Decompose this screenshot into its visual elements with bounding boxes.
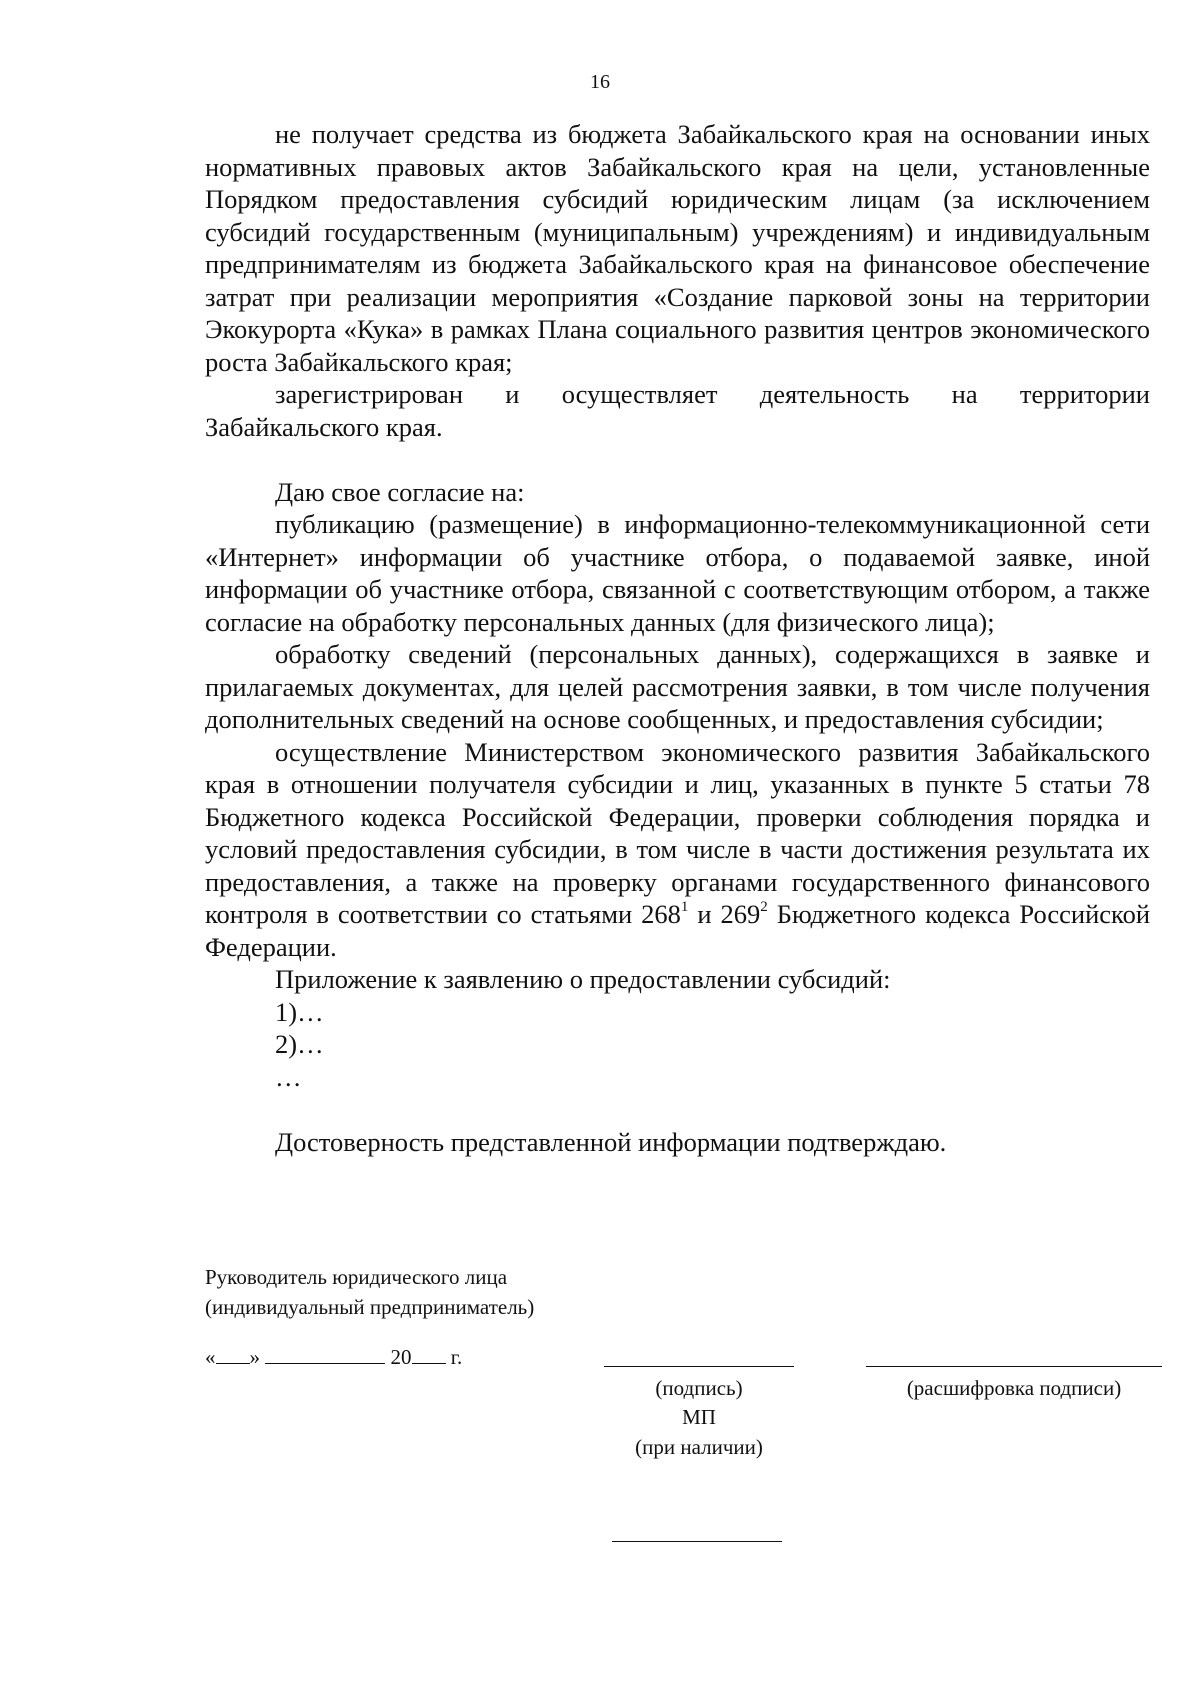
inspection-text-end: Бюджетного кодекса Российской Федерации. xyxy=(205,899,1151,962)
paragraph-consent-publication: публикацию (размещение) в информационно-телекоммуникационной сети «Интернет» информации об участнике отбора, о подаваемой заявке, иной информации об участнике отбора, связанной с соответствующим отбором, а также согласие на обработку персональных данных (для физического лица); xyxy=(205,509,1150,637)
end-divider xyxy=(612,1541,782,1542)
inspection-text-mid: и 269 xyxy=(688,899,761,929)
signatory-title-line-1: Руководитель юридического лица xyxy=(205,1265,508,1289)
spacer xyxy=(205,443,1150,476)
paragraph-no-other-funding: не получает средства из бюджета Забайкальского края на основании иных нормативных правовых актов Забайкальского края на цели, установленные Порядком предоставления субсидий юридическим лицам (за исключением субсидий государственным (муниципальным) учреждениям) и индивидуальным предпринимателям из бюджета Забайкальского края на финансовое обеспечение затрат при реализации мероприятия «Создание парковой зоны на территории Экокурорта «Кука» в рамках Плана социального развития центров экономического роста Забайкальского края; xyxy=(205,119,1150,377)
signatory-title xyxy=(205,1262,534,1322)
stamp-label: МП xyxy=(682,1405,716,1429)
date-open-quote: « xyxy=(205,1345,216,1369)
paragraph-confirmation: Достоверность представленной информации подтверждаю. xyxy=(275,1126,947,1157)
footnote-sup-2: 2 xyxy=(760,899,768,915)
paragraph-attachments: Приложение к заявлению о предоставлении субсидий: xyxy=(275,964,891,994)
stamp-note: (при наличии) xyxy=(635,1435,763,1459)
signature-decode-line[interactable] xyxy=(866,1366,1162,1367)
paragraph-consent-intro: Даю свое согласие на: xyxy=(275,476,525,507)
month-blank[interactable] xyxy=(265,1343,385,1364)
year-blank[interactable] xyxy=(412,1343,446,1364)
page-number: 16 xyxy=(590,71,610,93)
spacer xyxy=(205,1093,1150,1126)
signature-line[interactable] xyxy=(604,1366,794,1367)
document-body xyxy=(205,118,1150,1158)
year-suffix: г. xyxy=(450,1345,463,1369)
attachment-item-2: 2)… xyxy=(275,1029,324,1059)
date-field xyxy=(205,1343,462,1371)
signature-caption: (подпись) xyxy=(655,1376,743,1400)
paragraph-registered: зарегистрирован и осуществляет деятельность на территории Забайкальского края. xyxy=(205,379,1150,442)
signatory-title-line-2: (индивидуальный предприниматель) xyxy=(205,1295,535,1319)
attachment-item-more: … xyxy=(275,1061,302,1092)
inspection-text-main: осуществление Министерством экономического развития Забайкальского края в отношении получателя субсидии и лиц, указанных в пункте 5 статьи 78 Бюджетного кодекса Российской Федерации, проверки соблюдения порядка и условий предоставления субсидии, в том числе в части достижения результата их предоставления, а также на проверку органами государственного финансового контроля в соответствии со статьями 268 xyxy=(205,736,1150,929)
date-close-quote: » xyxy=(249,1345,260,1369)
paragraph-consent-processing: обработку сведений (персональных данных), содержащихся в заявке и прилагаемых документах, для целей рассмотрения заявки, в том числе получения дополнительных сведений на основе сообщенных, и предоставления субсидии; xyxy=(205,639,1150,734)
signature-decode-caption: (расшифровка подписи) xyxy=(906,1376,1122,1400)
footnote-sup-1: 1 xyxy=(680,899,689,915)
paragraph-consent-inspection xyxy=(205,736,1150,964)
attachment-item-1: 1)… xyxy=(275,996,324,1027)
year-prefix: 20 xyxy=(390,1345,412,1369)
day-blank[interactable] xyxy=(216,1343,250,1364)
